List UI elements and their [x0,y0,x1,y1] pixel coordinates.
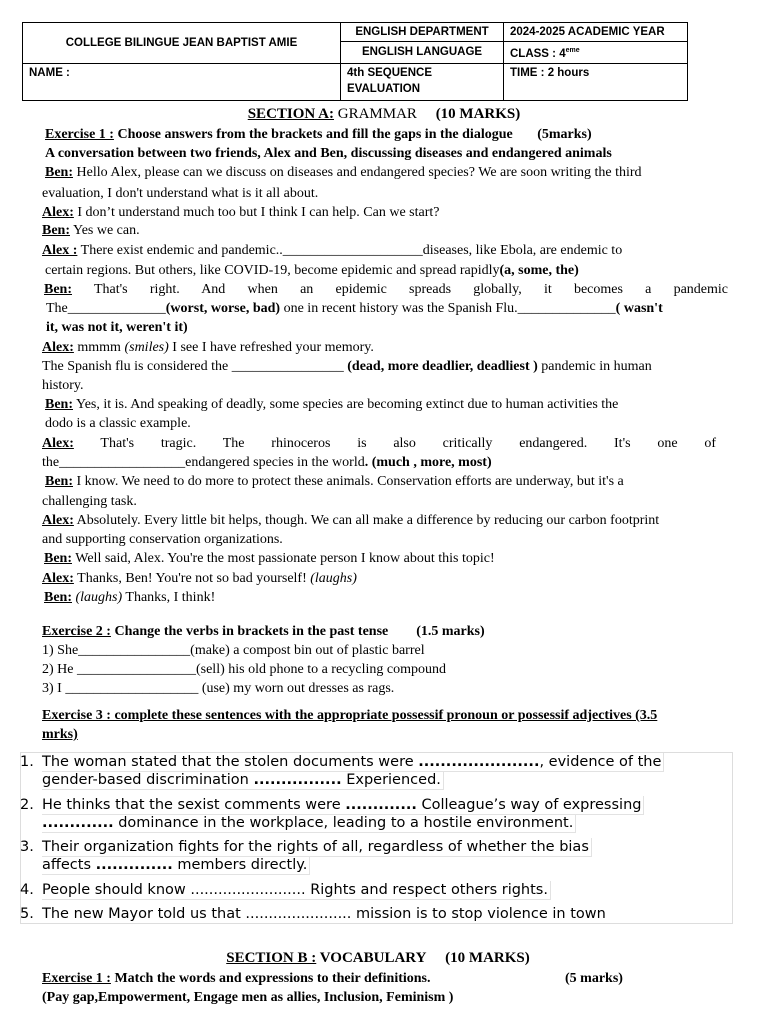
section-a-name: GRAMMAR [334,106,417,122]
dialogue-line [45,396,732,414]
line-text: Thanks, Ben! You're not so bad yourself! [73,571,311,586]
line-text: mmmm [73,340,125,355]
header-table [22,22,688,101]
text-part: The new Mayor told us that ....................... mission is to stop violence in town [42,906,606,922]
ex2-label: Exercise 2 : [42,624,111,639]
line-text: one in recent history was the Spanish Flu.______________ [280,301,616,316]
line-text: Yes we can. [70,223,140,238]
section-b-name: VOCABULARY [316,950,427,966]
line-text: Well said, Alex. You're the most passionate person I know about this topic! [72,551,495,566]
line-text: The______________ [46,301,166,316]
dialogue-line [42,242,732,260]
text-part: Experienced. [341,772,441,788]
item-number: 3. [20,839,34,855]
section-b-label: SECTION B : [226,950,317,966]
blank: ............. [345,797,417,813]
ex1-marks: (5marks) [537,127,592,142]
academic-year: 2024-2025 ACADEMIC YEAR [504,23,688,42]
choice: (worst, worse, bad) [165,301,281,316]
stage-direction: (laughs) [310,571,357,586]
speaker: Ben: [44,282,72,297]
class-sup: eme [565,47,580,54]
dialogue-line: history. [42,378,84,393]
item-text [42,905,608,923]
time: TIME : 2 hours [504,63,688,100]
speaker: Alex : [42,243,78,258]
dialogue-line [44,589,732,607]
ex3-item [20,753,664,772]
item-number: 5. [20,906,34,922]
blank: .............. [95,857,173,873]
line-text: That's right. And when an epidemic spreads globally, it becomes a pandemic [72,282,728,297]
ex3-heading: Exercise 3 : complete these sentences with the appropriate possessif pronoun or possessif adjectives (3.5 [42,708,658,723]
dialogue-line [42,222,732,240]
line-text: There exist endemic and pandemic..____________________diseases, like Ebola, are endemic to [77,243,623,258]
ex-b1-word-list: (Pay gap,Empowerment, Engage men as allies, Inclusion, Feminism ) [42,990,454,1005]
speaker: Alex: [42,205,74,220]
line-text: I don’t understand much too but I think I can help. Can we start? [73,205,440,220]
dialogue-line [42,454,732,472]
school-name: COLLEGE BILINGUE JEAN BAPTIST AMIE [23,23,341,64]
dialogue-line: dodo is a classic example. [45,416,191,431]
dialogue-line [45,473,732,491]
ex2-instruction: Change the verbs in brackets in the past tense [110,624,389,639]
speaker: Ben: [44,590,72,605]
ex3-item [20,905,608,923]
choice: (a, some, the) [499,263,579,278]
ex-b1-marks: (5 marks) [565,971,623,986]
class-label: CLASS : 4 [510,47,566,60]
ex2-item: 1) She________________(make) a compost bin out of plastic barrel [42,643,425,658]
dialogue-line [45,262,732,280]
item-number: 4. [20,882,34,898]
text-part: The woman stated that the stolen documents were [42,754,419,770]
dialogue-line: evaluation, I don't understand what is it all about. [42,186,319,201]
section-a-title [0,105,768,123]
stage-direction: (smiles) [124,340,169,355]
ex-b1-heading [42,970,732,988]
dialogue-line [44,550,732,568]
sequence-line2: EVALUATION [347,82,421,95]
line-text: Yes, it is. And speaking of deadly, some species are becoming extinct due to human activities the [73,397,619,412]
line-text: the__________________endangered species in the world [42,455,365,470]
ex3-item-cont [20,814,576,833]
ex3-item [20,838,592,857]
line-text: Thanks, I think! [122,590,216,605]
ex1-label: Exercise 1 : [45,127,114,142]
dialogue-line [42,339,732,357]
item-text [42,838,592,857]
item-number: 2. [20,797,34,813]
text-part: gender-based discrimination [42,772,254,788]
blank: ................ [253,772,342,788]
name-field: NAME : [23,63,341,100]
text-part: , evidence of the [539,754,662,770]
item-text [42,771,444,790]
text-part: members directly. [172,857,308,873]
dialogue-line [42,512,732,530]
text-part: He thinks that the sexist comments were [42,797,346,813]
dialogue-line [45,164,732,182]
blank: ...................... [418,754,540,770]
dialogue-line [42,204,732,222]
ex3-item-cont [20,856,310,875]
speaker: Ben: [45,397,73,412]
line-text: That's tragic. The rhinoceros is also critically endangered. It's one of [73,436,716,451]
speaker: Alex: [42,571,74,586]
speaker: Alex: [42,340,74,355]
stage-direction: (laughs) [72,590,123,605]
sequence-line1: 4th SEQUENCE [347,66,432,79]
choice: ( wasn't [615,301,663,316]
choice: . (much , more, most) [364,455,492,470]
ex2-heading [42,623,732,641]
ex3-item-cont [20,771,444,790]
item-text [42,753,664,772]
ex3-item [20,796,644,815]
line-text: I know. We need to do more to protect these animals. Conservation efforts are underway, but it's a [73,474,624,489]
dialogue-line: challenging task. [42,494,137,509]
item-number: 1. [20,754,34,770]
ex1-subtitle: A conversation between two friends, Alex and Ben, discussing diseases and endangered animals [45,146,612,161]
line-text: Hello Alex, please can we discuss on diseases and endangered species? We are soon writing the third [73,165,642,180]
speaker: Ben: [45,165,73,180]
line-text: Absolutely. Every little bit helps, though. We can all make a difference by reducing our carbon footprint [73,513,660,528]
choice: (dead, more deadlier, deadliest ) [347,359,538,374]
text-part: affects [42,857,96,873]
ex1-heading [45,126,732,144]
dialogue-line [42,435,716,453]
speaker: Alex: [42,513,74,528]
subject: ENGLISH LANGUAGE [341,42,504,64]
item-text [42,856,310,875]
section-a-marks: (10 MARKS) [435,106,521,122]
text-part: dominance in the workplace, leading to a hostile environment. [113,815,574,831]
item-text [42,881,551,900]
line-text: pandemic in human [537,359,652,374]
ex1-instruction: Choose answers from the brackets and fill the gaps in the dialogue [113,127,513,142]
ex3-heading-cont: mrks) [42,727,78,742]
speaker: Ben: [42,223,70,238]
text-part: Colleague’s way of expressing [416,797,642,813]
dialogue-line: it, was not it, weren't it) [46,320,188,335]
speaker: Alex: [42,436,74,451]
text-part: People should know ......................... Rights and respect others rights. [42,882,548,898]
ex-b1-label: Exercise 1 : [42,971,111,986]
sequence [341,63,504,100]
dialogue-line [42,570,732,588]
item-text [42,796,644,815]
ex2-item: 3) I ___________________ (use) my worn out dresses as rags. [42,681,395,696]
line-text: certain regions. But others, like COVID-19, become epidemic and spread rapidly [45,263,500,278]
speaker: Ben: [44,551,72,566]
section-a-label: SECTION A: [247,106,334,122]
ex2-marks: (1.5 marks) [416,624,485,639]
section-b-title [0,949,762,967]
ex-b1-instruction: Match the words and expressions to their definitions. [110,971,431,986]
text-part: Their organization fights for the rights of all, regardless of whether the bias [42,839,589,855]
section-b-marks: (10 MARKS) [445,950,530,966]
ex3-item [20,881,551,900]
dialogue-line [44,281,728,299]
ex2-item: 2) He _________________(sell) his old phone to a recycling compound [42,662,446,677]
line-text: I see I have refreshed your memory. [168,340,374,355]
item-text [42,814,576,833]
department: ENGLISH DEPARTMENT [341,23,504,42]
dialogue-line [42,358,732,376]
speaker: Ben: [45,474,73,489]
class-cell [504,42,688,64]
line-text: The Spanish flu is considered the ________________ [42,359,348,374]
dialogue-line: and supporting conservation organizations. [42,532,283,547]
blank: ............. [42,815,114,831]
dialogue-line [46,300,732,318]
